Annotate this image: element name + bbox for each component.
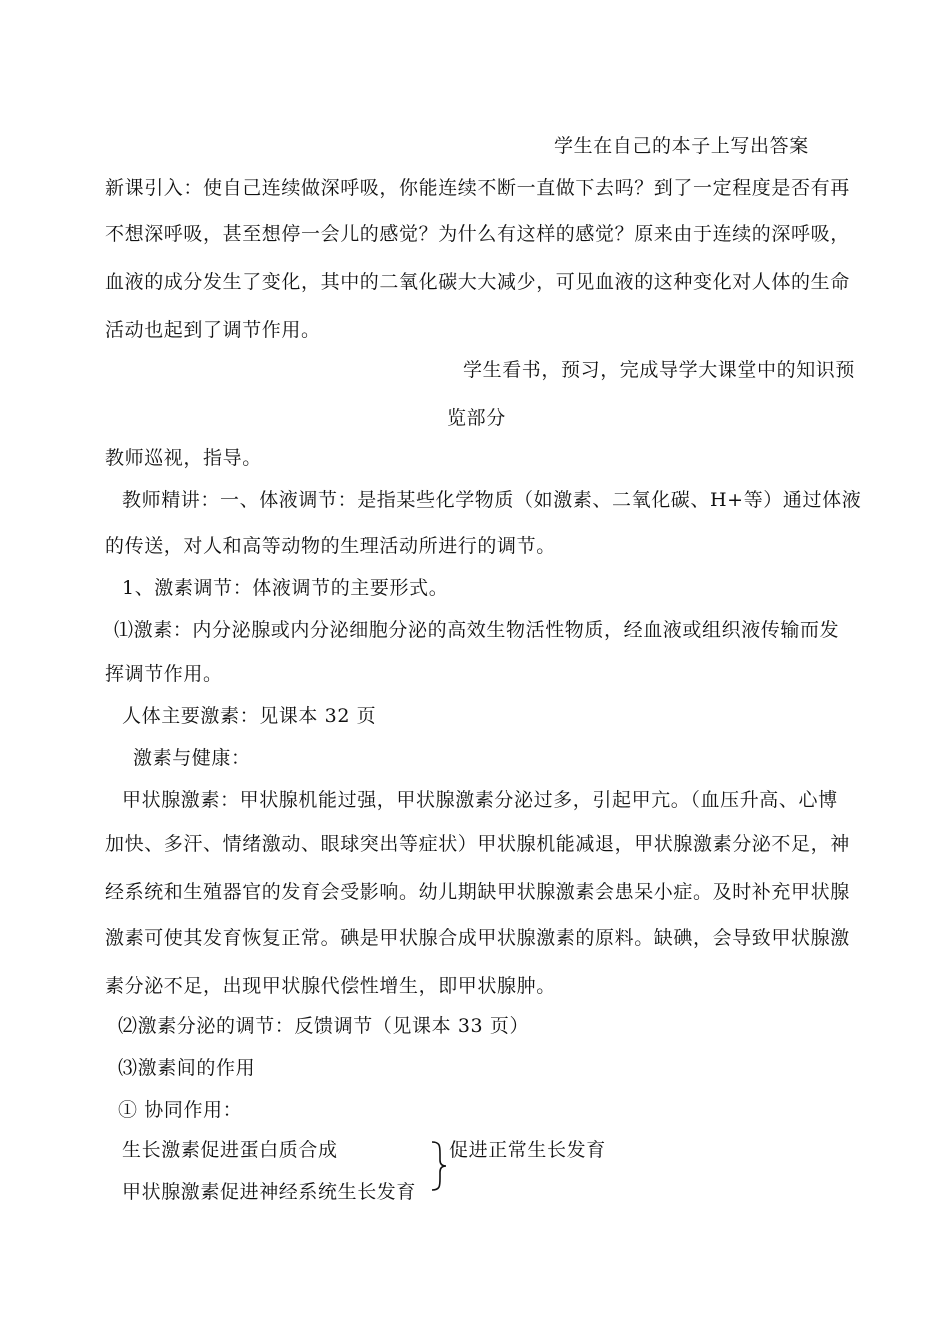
thyroid-hormone-effect: 甲状腺激素促进神经系统生长发育 — [122, 1181, 417, 1203]
main-hormones: 人体主要激素：见课本 32 页 — [122, 705, 377, 727]
hormone-definition-line-2: 挥调节作用。 — [105, 663, 223, 685]
thyroid-line-5: 素分泌不足，出现甲状腺代偿性增生，即甲状腺肿。 — [105, 975, 556, 997]
hormone-interaction: ⑶激素间的作用 — [118, 1057, 256, 1079]
hormone-health-heading: 激素与健康： — [133, 747, 251, 769]
synergy-heading: ① 协同作用： — [118, 1099, 243, 1121]
thyroid-line-4: 激素可使其发育恢复正常。碘是甲状腺合成甲状腺激素的原料。缺碘，会导致甲状腺激 — [105, 927, 850, 949]
teacher-lecture-line-2: 的传送，对人和高等动物的生理活动所进行的调节。 — [105, 535, 556, 557]
intro-line-4: 活动也起到了调节作用。 — [105, 319, 321, 341]
hormone-regulation: 1、激素调节：体液调节的主要形式。 — [122, 577, 449, 599]
combined-effect: 促进正常生长发育 — [449, 1139, 606, 1161]
intro-line-3: 血液的成分发生了变化，其中的二氧化碳大大减少，可见血液的这种变化对人体的生命 — [105, 271, 850, 293]
intro-line-1: 新课引入：使自己连续做深呼吸，你能连续不断一直做下去吗？到了一定程度是否有再 — [105, 177, 850, 199]
thyroid-line-3: 经系统和生殖器官的发育会受影响。幼儿期缺甲状腺激素会患呆小症。及时补充甲状腺 — [105, 881, 850, 903]
student-answer-note: 学生在自己的本子上写出答案 — [554, 135, 809, 157]
curly-brace-icon — [428, 1140, 450, 1192]
hormone-definition-line-1: ⑴激素：内分泌腺或内分泌细胞分泌的高效生物活性物质，经血液或组织液传输而发 — [114, 619, 840, 641]
intro-line-2: 不想深呼吸，甚至想停一会儿的感觉？为什么有这样的感觉？原来由于连续的深呼吸， — [105, 223, 850, 245]
secretion-regulation: ⑵激素分泌的调节：反馈调节（见课本 33 页） — [118, 1015, 530, 1037]
thyroid-line-1: 甲状腺激素：甲状腺机能过强，甲状腺激素分泌过多，引起甲亢。（血压升高、心博 — [122, 789, 838, 811]
growth-hormone-effect: 生长激素促进蛋白质合成 — [122, 1139, 338, 1161]
student-preview-line-2: 览部分 — [447, 407, 506, 429]
teacher-lecture-line-1: 教师精讲：一、体液调节：是指某些化学物质（如激素、二氧化碳、H+等）通过体液 — [122, 489, 862, 511]
teacher-patrol: 教师巡视，指导。 — [105, 447, 262, 469]
thyroid-line-2: 加快、多汗、情绪激动、眼球突出等症状）甲状腺机能减退，甲状腺激素分泌不足，神 — [105, 833, 850, 855]
student-preview-line-1: 学生看书，预习，完成导学大课堂中的知识预 — [463, 359, 856, 381]
